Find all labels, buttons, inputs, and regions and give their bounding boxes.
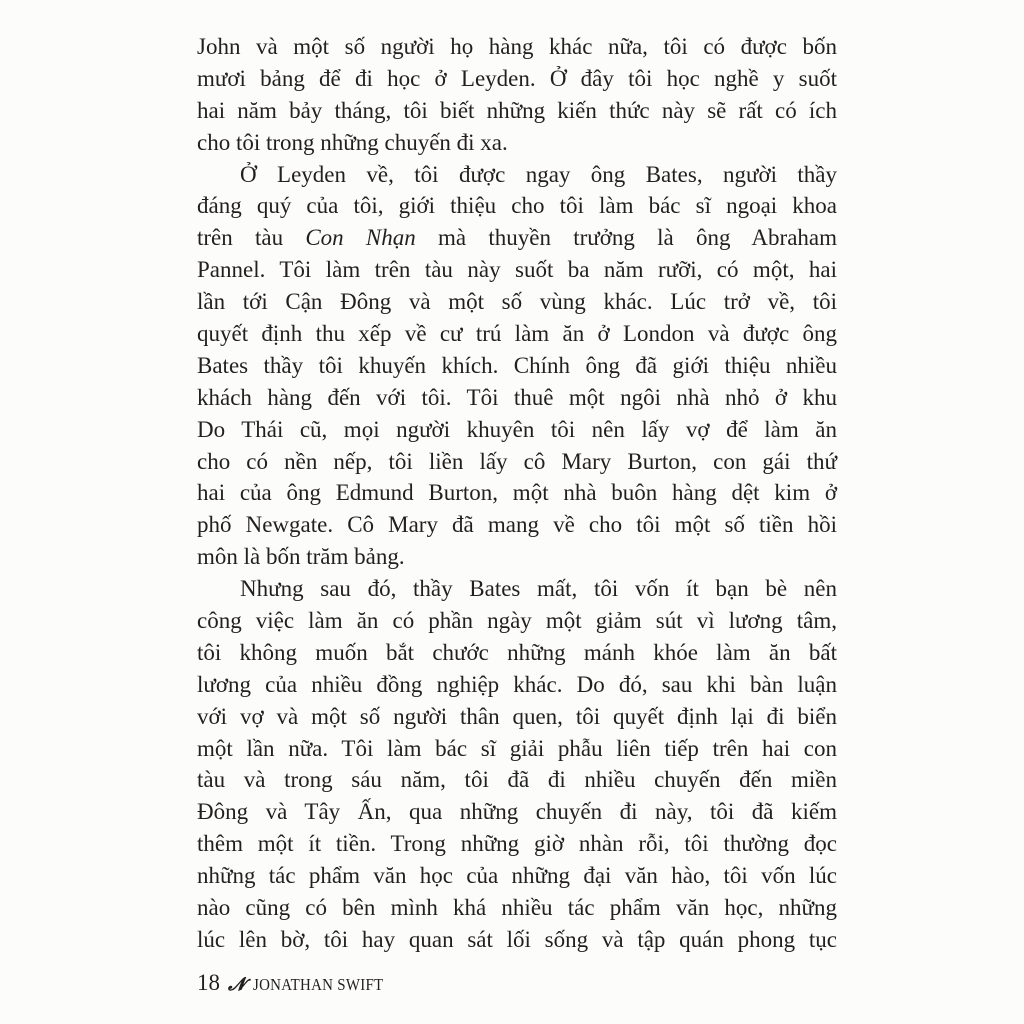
text-span: lương của nhiều đồng nghiệp khác. Do đó, sau khi bàn luận [197,671,837,697]
text-line [197,796,837,828]
text-span: Bates thầy tôi khuyến khích. Chính ông đã giới thiệu nhiều [197,352,837,378]
text-span: cho có nền nếp, tôi liền lấy cô Mary Burton, con gái thứ [197,448,837,474]
text-line [197,509,837,541]
text-span: mươi bảng để đi học ở Leyden. Ở đây tôi học nghề y suốt [197,65,837,91]
text-line [197,573,837,605]
body-text [197,31,837,956]
text-line [197,95,837,127]
text-span: nào cũng có bên mình khá nhiều tác phẩm văn học, những [197,895,837,921]
text-line [197,860,837,892]
text-span: lần tới Cận Đông và một số vùng khác. Lúc trở về, tôi [197,289,837,315]
text-span: cho tôi trong những chuyến đi xa. [197,129,508,155]
text-span: Đông và Tây Ấn, qua những chuyến đi này, tôi đã kiếm [197,799,837,825]
text-span: hai năm bảy tháng, tôi biết những kiến thức này sẽ rất có ích [197,97,837,123]
text-span: mà thuyền trưởng là ông Abraham [415,225,838,251]
text-line [197,892,837,924]
text-line [197,701,837,733]
page-number: 18 [197,970,220,995]
running-footer-author: JONATHAN SWIFT [253,975,384,994]
text-span: lúc lên bờ, tôi hay quan sát lối sống và tập quán phong tục [197,926,837,952]
text-line [197,637,837,669]
text-span: những tác phẩm văn học của những đại văn hào, tôi vốn lúc [197,863,837,889]
text-span: quyết định thu xếp về cư trú làm ăn ở London và được ông [197,321,837,347]
text-line [197,350,837,382]
text-span: phố Newgate. Cô Mary đã mang về cho tôi một số tiền hồi [197,512,837,538]
text-line [197,222,837,254]
italic-ship-name: Con Nhạn [305,225,416,251]
text-span: hai của ông Edmund Burton, một nhà buôn hàng dệt kim ở [197,480,837,506]
text-line [197,127,837,159]
text-span: với vợ và một số người thân quen, tôi quyết định lại đi biển [197,703,837,729]
text-line [197,159,837,191]
text-line [197,446,837,478]
text-line [197,764,837,796]
text-span: khách hàng đến với tôi. Tôi thuê một ngôi nhà nhỏ ở khu [197,384,837,410]
text-span: trên tàu [197,225,306,251]
text-line [197,828,837,860]
text-span: một lần nữa. Tôi làm bác sĩ giải phẫu liên tiếp trên hai con [197,735,837,761]
text-span: công việc làm ăn có phần ngày một giảm sút vì lương tâm, [197,608,837,634]
separator-ornament-icon: 𝓝 [228,974,246,994]
text-span: môn là bốn trăm bảng. [197,544,405,570]
text-line [197,286,837,318]
text-line [197,924,837,956]
text-line [197,31,837,63]
text-line [197,190,837,222]
text-span: tàu và trong sáu năm, tôi đã đi nhiều chuyến đến miền [197,767,837,793]
text-line [197,414,837,446]
text-line [197,254,837,286]
text-span: Nhưng sau đó, thầy Bates mất, tôi vốn ít bạn bè nên [240,576,837,602]
text-span: thêm một ít tiền. Trong những giờ nhàn rỗi, tôi thường đọc [197,831,837,857]
text-line [197,669,837,701]
text-line [197,318,837,350]
text-line [197,605,837,637]
text-span: Do Thái cũ, mọi người khuyên tôi nên lấy vợ để làm ăn [197,416,837,442]
text-line [197,733,837,765]
text-span: tôi không muốn bắt chước những mánh khóe làm ăn bất [197,639,837,665]
text-line [197,541,837,573]
text-line [197,63,837,95]
text-span: Ở Leyden về, tôi được ngay ông Bates, người thầy [240,161,837,187]
text-span: đáng quý của tôi, giới thiệu cho tôi làm bác sĩ ngoại khoa [197,193,837,219]
page-footer [197,970,401,996]
text-span: John và một số người họ hàng khác nữa, tôi có được bốn [197,34,837,59]
text-span: Pannel. Tôi làm trên tàu này suốt ba năm rưỡi, có một, hai [197,257,837,283]
text-line [197,382,837,414]
text-line [197,477,837,509]
